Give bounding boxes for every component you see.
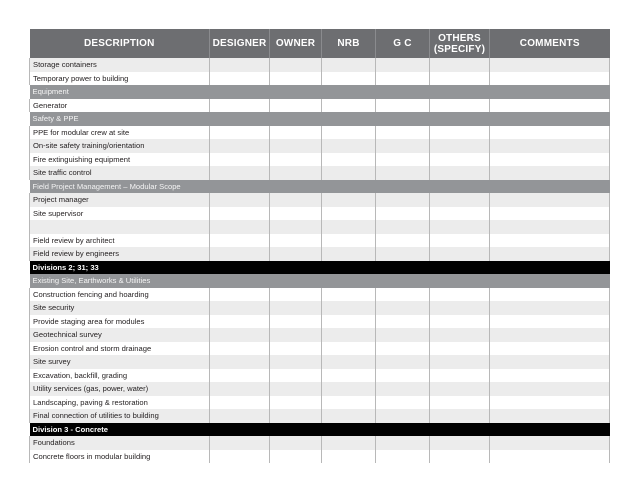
designer-cell[interactable] <box>210 355 270 369</box>
nrb-cell[interactable] <box>322 166 376 180</box>
description-cell <box>30 220 210 234</box>
table-row <box>30 342 610 356</box>
nrb-cell[interactable] <box>322 355 376 369</box>
owner-cell[interactable] <box>270 409 322 423</box>
others-cell[interactable] <box>430 139 490 153</box>
gc-cell[interactable] <box>376 220 430 234</box>
others-cell[interactable] <box>430 193 490 207</box>
description-cell: Field review by architect <box>30 234 210 248</box>
owner-cell[interactable] <box>270 328 322 342</box>
gc-cell[interactable] <box>376 315 430 329</box>
others-cell[interactable] <box>430 166 490 180</box>
comments-cell[interactable] <box>490 369 610 383</box>
table-row <box>30 409 610 423</box>
nrb-cell[interactable] <box>322 409 376 423</box>
comments-cell[interactable] <box>490 382 610 396</box>
comments-cell[interactable] <box>490 301 610 315</box>
owner-cell[interactable] <box>270 166 322 180</box>
nrb-cell[interactable] <box>322 234 376 248</box>
designer-cell[interactable] <box>210 315 270 329</box>
nrb-cell[interactable] <box>322 301 376 315</box>
table-row <box>30 382 610 396</box>
responsibility-matrix-table <box>29 29 610 463</box>
gc-cell[interactable] <box>376 193 430 207</box>
nrb-cell[interactable] <box>322 342 376 356</box>
designer-cell[interactable] <box>210 126 270 140</box>
gc-cell[interactable] <box>376 58 430 72</box>
gc-cell[interactable] <box>376 288 430 302</box>
gc-cell[interactable] <box>376 207 430 221</box>
designer-cell[interactable] <box>210 301 270 315</box>
gc-cell[interactable] <box>376 234 430 248</box>
header-designer: DESIGNER <box>210 29 270 58</box>
nrb-cell[interactable] <box>322 315 376 329</box>
table-row <box>30 247 610 261</box>
designer-cell[interactable] <box>210 369 270 383</box>
comments-cell[interactable] <box>490 315 610 329</box>
designer-cell[interactable] <box>210 342 270 356</box>
description-cell: Project manager <box>30 193 210 207</box>
description-cell: On-site safety training/orientation <box>30 139 210 153</box>
gc-cell[interactable] <box>376 153 430 167</box>
gc-cell[interactable] <box>376 436 430 450</box>
table-row <box>30 436 610 450</box>
others-cell[interactable] <box>430 328 490 342</box>
description-cell: Fire extinguishing equipment <box>30 153 210 167</box>
section-header-row <box>30 85 610 99</box>
owner-cell[interactable] <box>270 139 322 153</box>
others-cell[interactable] <box>430 315 490 329</box>
comments-cell[interactable] <box>490 126 610 140</box>
designer-cell[interactable] <box>210 396 270 410</box>
comments-cell[interactable] <box>490 72 610 86</box>
owner-cell[interactable] <box>270 58 322 72</box>
header-others-line2: (SPECIFY) <box>433 43 486 55</box>
nrb-cell[interactable] <box>322 99 376 113</box>
designer-cell[interactable] <box>210 288 270 302</box>
table-row <box>30 328 610 342</box>
table-row <box>30 396 610 410</box>
table-row <box>30 126 610 140</box>
gc-cell[interactable] <box>376 382 430 396</box>
section-title: Equipment <box>30 85 610 99</box>
comments-cell[interactable] <box>490 355 610 369</box>
owner-cell[interactable] <box>270 315 322 329</box>
comments-cell[interactable] <box>490 342 610 356</box>
gc-cell[interactable] <box>376 166 430 180</box>
nrb-cell[interactable] <box>322 450 376 464</box>
comments-cell[interactable] <box>490 166 610 180</box>
gc-cell[interactable] <box>376 99 430 113</box>
designer-cell[interactable] <box>210 166 270 180</box>
description-cell: Concrete floors in modular building <box>30 450 210 464</box>
description-cell: Field review by engineers <box>30 247 210 261</box>
description-cell: Landscaping, paving & restoration <box>30 396 210 410</box>
comments-cell[interactable] <box>490 234 610 248</box>
owner-cell[interactable] <box>270 396 322 410</box>
nrb-cell[interactable] <box>322 220 376 234</box>
table-row <box>30 369 610 383</box>
others-cell[interactable] <box>430 355 490 369</box>
comments-cell[interactable] <box>490 328 610 342</box>
designer-cell[interactable] <box>210 72 270 86</box>
others-cell[interactable] <box>430 436 490 450</box>
designer-cell[interactable] <box>210 247 270 261</box>
comments-cell[interactable] <box>490 220 610 234</box>
owner-cell[interactable] <box>270 193 322 207</box>
designer-cell[interactable] <box>210 328 270 342</box>
designer-cell[interactable] <box>210 220 270 234</box>
others-cell[interactable] <box>430 382 490 396</box>
nrb-cell[interactable] <box>322 126 376 140</box>
others-cell[interactable] <box>430 58 490 72</box>
nrb-cell[interactable] <box>322 153 376 167</box>
comments-cell[interactable] <box>490 247 610 261</box>
nrb-cell[interactable] <box>322 72 376 86</box>
comments-cell[interactable] <box>490 139 610 153</box>
gc-cell[interactable] <box>376 328 430 342</box>
table-row <box>30 234 610 248</box>
section-title: Field Project Management – Modular Scope <box>30 180 610 194</box>
table-header <box>30 29 610 58</box>
owner-cell[interactable] <box>270 342 322 356</box>
description-cell: Storage containers <box>30 58 210 72</box>
others-cell[interactable] <box>430 288 490 302</box>
section-header-row <box>30 112 610 126</box>
description-cell: Site supervisor <box>30 207 210 221</box>
header-others-line1: OTHERS <box>438 32 481 44</box>
nrb-cell[interactable] <box>322 369 376 383</box>
comments-cell[interactable] <box>490 450 610 464</box>
table-row <box>30 450 610 464</box>
gc-cell[interactable] <box>376 342 430 356</box>
description-cell: Construction fencing and hoarding <box>30 288 210 302</box>
description-cell: Provide staging area for modules <box>30 315 210 329</box>
section-title: Existing Site, Earthworks & Utilities <box>30 274 610 288</box>
table-row <box>30 193 610 207</box>
others-cell[interactable] <box>430 220 490 234</box>
owner-cell[interactable] <box>270 450 322 464</box>
description-cell: Geotechnical survey <box>30 328 210 342</box>
nrb-cell[interactable] <box>322 139 376 153</box>
table-row <box>30 301 610 315</box>
section-title: Safety & PPE <box>30 112 610 126</box>
others-cell[interactable] <box>430 301 490 315</box>
comments-cell[interactable] <box>490 409 610 423</box>
nrb-cell[interactable] <box>322 396 376 410</box>
gc-cell[interactable] <box>376 369 430 383</box>
others-cell[interactable] <box>430 369 490 383</box>
nrb-cell[interactable] <box>322 207 376 221</box>
others-cell[interactable] <box>430 396 490 410</box>
designer-cell[interactable] <box>210 234 270 248</box>
division-title: Division 3 - Concrete <box>30 423 610 437</box>
header-comments: COMMENTS <box>490 29 610 58</box>
others-cell[interactable] <box>430 207 490 221</box>
owner-cell[interactable] <box>270 207 322 221</box>
nrb-cell[interactable] <box>322 328 376 342</box>
owner-cell[interactable] <box>270 220 322 234</box>
nrb-cell[interactable] <box>322 58 376 72</box>
others-cell[interactable] <box>430 126 490 140</box>
others-cell[interactable] <box>430 342 490 356</box>
gc-cell[interactable] <box>376 139 430 153</box>
table-row <box>30 72 610 86</box>
gc-cell[interactable] <box>376 126 430 140</box>
division-header-row <box>30 423 610 437</box>
comments-cell[interactable] <box>490 207 610 221</box>
comments-cell[interactable] <box>490 288 610 302</box>
description-cell: Site security <box>30 301 210 315</box>
comments-cell[interactable] <box>490 58 610 72</box>
description-cell: Excavation, backfill, grading <box>30 369 210 383</box>
nrb-cell[interactable] <box>322 436 376 450</box>
owner-cell[interactable] <box>270 382 322 396</box>
comments-cell[interactable] <box>490 396 610 410</box>
description-cell: Foundations <box>30 436 210 450</box>
nrb-cell[interactable] <box>322 193 376 207</box>
division-title: Divisions 2; 31; 33 <box>30 261 610 275</box>
header-others <box>430 29 490 58</box>
table-row <box>30 166 610 180</box>
table-body <box>30 58 610 463</box>
gc-cell[interactable] <box>376 450 430 464</box>
others-cell[interactable] <box>430 234 490 248</box>
table-row <box>30 139 610 153</box>
others-cell[interactable] <box>430 99 490 113</box>
table-row <box>30 220 610 234</box>
section-header-row <box>30 274 610 288</box>
table-row <box>30 58 610 72</box>
gc-cell[interactable] <box>376 247 430 261</box>
others-cell[interactable] <box>430 450 490 464</box>
comments-cell[interactable] <box>490 99 610 113</box>
gc-cell[interactable] <box>376 409 430 423</box>
designer-cell[interactable] <box>210 436 270 450</box>
comments-cell[interactable] <box>490 193 610 207</box>
description-cell: Site survey <box>30 355 210 369</box>
description-cell: Final connection of utilities to building <box>30 409 210 423</box>
description-cell: PPE for modular crew at site <box>30 126 210 140</box>
nrb-cell[interactable] <box>322 288 376 302</box>
owner-cell[interactable] <box>270 72 322 86</box>
owner-cell[interactable] <box>270 288 322 302</box>
designer-cell[interactable] <box>210 193 270 207</box>
gc-cell[interactable] <box>376 301 430 315</box>
gc-cell[interactable] <box>376 355 430 369</box>
others-cell[interactable] <box>430 409 490 423</box>
gc-cell[interactable] <box>376 72 430 86</box>
division-header-row <box>30 261 610 275</box>
section-header-row <box>30 180 610 194</box>
designer-cell[interactable] <box>210 207 270 221</box>
designer-cell[interactable] <box>210 409 270 423</box>
header-nrb: NRB <box>322 29 376 58</box>
designer-cell[interactable] <box>210 99 270 113</box>
nrb-cell[interactable] <box>322 382 376 396</box>
description-cell: Utility services (gas, power, water) <box>30 382 210 396</box>
owner-cell[interactable] <box>270 126 322 140</box>
comments-cell[interactable] <box>490 153 610 167</box>
owner-cell[interactable] <box>270 301 322 315</box>
header-owner: OWNER <box>270 29 322 58</box>
designer-cell[interactable] <box>210 153 270 167</box>
table-row <box>30 315 610 329</box>
table-row <box>30 99 610 113</box>
owner-cell[interactable] <box>270 436 322 450</box>
table-row <box>30 207 610 221</box>
owner-cell[interactable] <box>270 234 322 248</box>
comments-cell[interactable] <box>490 436 610 450</box>
header-gc: G C <box>376 29 430 58</box>
others-cell[interactable] <box>430 153 490 167</box>
description-cell: Temporary power to building <box>30 72 210 86</box>
description-cell: Site traffic control <box>30 166 210 180</box>
designer-cell[interactable] <box>210 139 270 153</box>
others-cell[interactable] <box>430 72 490 86</box>
others-cell[interactable] <box>430 247 490 261</box>
header-description: DESCRIPTION <box>30 29 210 58</box>
gc-cell[interactable] <box>376 396 430 410</box>
owner-cell[interactable] <box>270 247 322 261</box>
owner-cell[interactable] <box>270 355 322 369</box>
owner-cell[interactable] <box>270 153 322 167</box>
owner-cell[interactable] <box>270 99 322 113</box>
table-row <box>30 288 610 302</box>
table-row <box>30 355 610 369</box>
description-cell: Erosion control and storm drainage <box>30 342 210 356</box>
designer-cell[interactable] <box>210 58 270 72</box>
designer-cell[interactable] <box>210 382 270 396</box>
nrb-cell[interactable] <box>322 247 376 261</box>
description-cell: Generator <box>30 99 210 113</box>
designer-cell[interactable] <box>210 450 270 464</box>
table-row <box>30 153 610 167</box>
owner-cell[interactable] <box>270 369 322 383</box>
header-row <box>30 29 610 58</box>
